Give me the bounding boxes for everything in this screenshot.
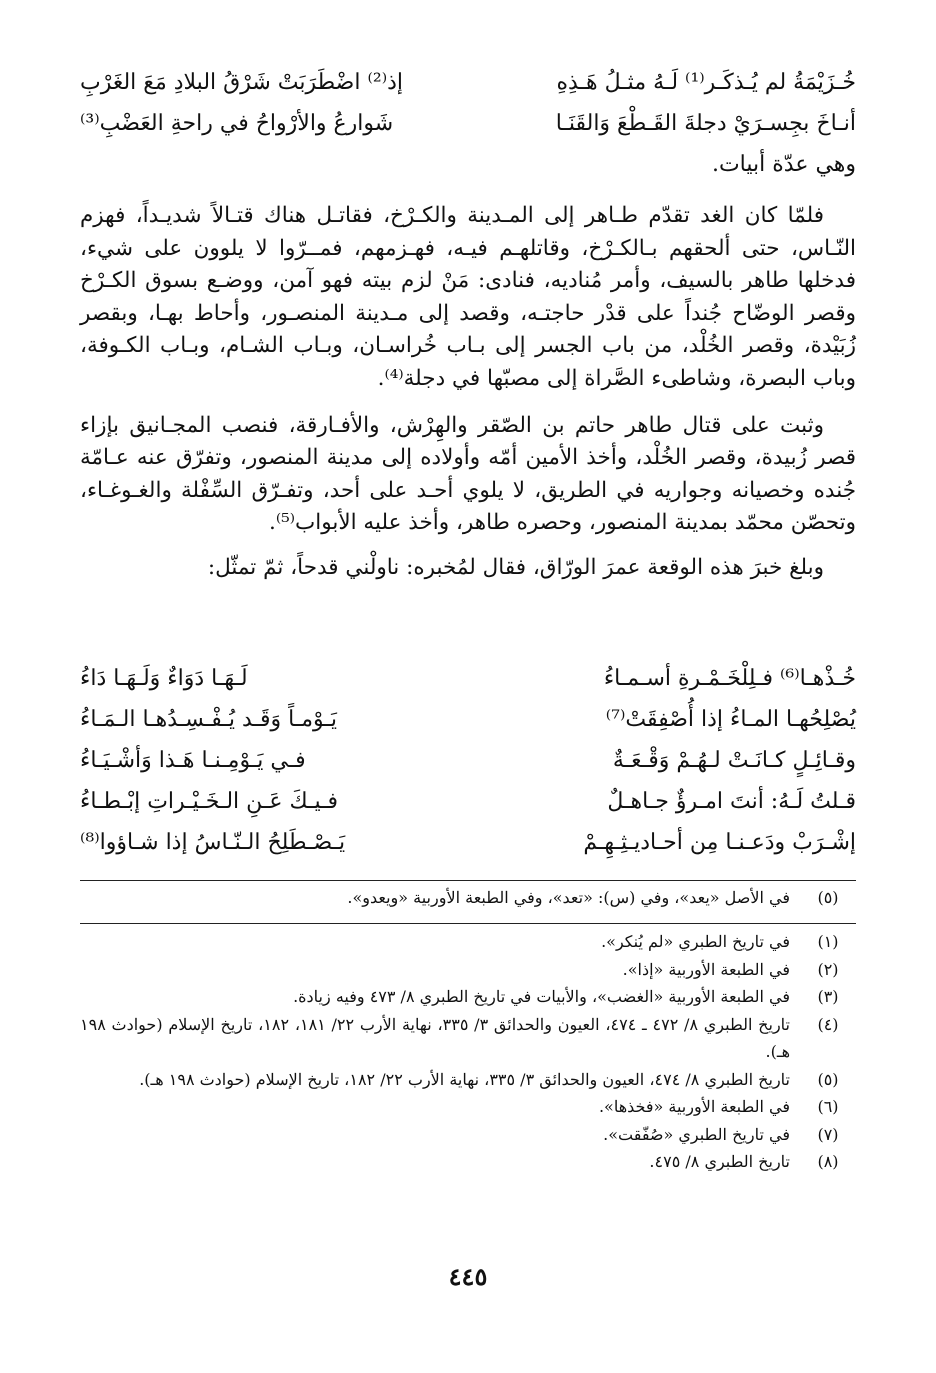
footnote-number: (٣) (817, 987, 839, 1006)
carried-footnote (80, 884, 856, 912)
footnote-text: في تاريخ الطبري «صُفّقت». (603, 1124, 790, 1144)
verse-line (80, 658, 856, 699)
footnote-number: (٦) (817, 1097, 839, 1116)
verse-hemistich-right: إشْـرَبْ ودَعـنـا مِن أحـاديـثِـهِـمْ (583, 830, 856, 855)
footnotes (80, 928, 856, 1176)
paragraph: وثبت على قتال طاهر حاتم بن الصّقر والهِرْش، والأفـارقة، فنصب المجـانيق بإزاء قصر زُبيدة، وقصر الخُلْد، وأخذ الأمين أمّه وأولاده إلى مدينة المنصور، وتفرّق عنه عـامّة جُنده وخصيانه وجواريه في الطريق، لا يلوي أحـد على أحد، وتفـرّق السِّفْلة والغـوغـاء، وتحصّن محمّد بمدينة المنصور، وحصره طاهر، وأخذ عليه الأبواب⁽⁵⁾. (80, 412, 856, 536)
footnote (80, 884, 856, 912)
verse-closing-note: وهي عدّة أبيات. (711, 152, 856, 177)
verse-hemistich-right: يُصْلِحُهـا المـاءُ إذا أُصْفِقَتْ⁽⁷⁾ (605, 707, 856, 732)
footnote (80, 956, 856, 984)
verse-line (80, 740, 856, 781)
verse-line (80, 62, 856, 103)
footnote-text: في الطبعة الأوربية «الغضب»، والأبيات في تاريخ الطبري ٨/ ٤٧٣ وفيه زيادة. (293, 987, 790, 1006)
footnote-number: (٥) (817, 888, 839, 907)
verse-hemistich-left: لَـهَـا دَوَاءٌ وَلَـهَـا دَاءُ (80, 666, 248, 691)
verse-hemistich-right: قـلتُ لَـهُ: أنتَ امـرؤٌ جـاهـلٌ (607, 789, 856, 814)
footnote-text: في الطبعة الأوربية «إذا». (622, 959, 790, 979)
verse-line (80, 699, 856, 740)
footnote (80, 1093, 856, 1121)
footnote (80, 1011, 856, 1066)
verse-hemistich-right: أنـاخَ بجِسـرَيْ دجلةَ القَـطْعَ وَالقَنَـا (555, 111, 856, 136)
footnote-number: (٢) (817, 959, 839, 979)
footnote-number: (٨) (817, 1152, 839, 1171)
footnote (80, 1066, 856, 1094)
paragraph: فلمّا كان الغد تقدّم طـاهر إلى المـدينة والكـرْخ، فقاتـل هناك قتـالاً شديـداً، فهزم النّـاس، حتى ألحقهم بـالكـرْخ، وقاتلهـم فيـه، فهـزمهم، فمــرّوا لا يلوون على شيء، فدخلها طاهر بالسيف، وأمر مُناديه، فنادى: مَنْ لزم بيته فهو آمن، ووضـع بسوق الكـرْخ وقصر الوضّاح جُنداً على قدْر حاجتـه، وقصد إلى مـدينة المنصـور، وأحاط بهـا، وبقصر زُبَيْدة، وقصر الخُلْد، من باب الجسر إلى بـاب خُراسـان، وبـاب الشـام، وبـاب الكـوفة، وباب البصرة، وشاطىء الصَّراة إلى مصبّها في دجلة⁽⁴⁾. (80, 203, 856, 391)
verse-line (80, 822, 856, 863)
footnote-text: تاريخ الطبري ٨/ ٤٧٢ ـ ٤٧٤، العيون والحدائق ٣/ ٣٣٥، نهاية الأرب ٢٢/ ١٨١، ١٨٢، تاريخ الإسلام (حوادث ١٩٨ هـ). (80, 1014, 791, 1061)
verse-hemistich-left: يَـوْمـاً وَقَـد يُـفْـسِـدُهـا الـمَـاءُ (80, 707, 337, 732)
footnote-number: (٧) (817, 1124, 839, 1144)
verse-hemistich-left: شَوارعُ والأرْواحُ في راحةِ العَضْبِ⁽³⁾ (80, 111, 394, 136)
verse-block-bottom (80, 658, 856, 863)
verse-hemistich-left: فـي يَـوْمِـنـا هَـذا وَأشْـيَـاءُ (80, 748, 306, 773)
footnote-number: (١) (817, 932, 839, 951)
verse-hemistich-right: خُـزَيْمَةُ لم يُـذكَـر⁽¹⁾ لَـهُ مثـلُ هَـذِهِ (556, 70, 856, 95)
footnote (80, 928, 856, 956)
verse-line (80, 103, 856, 144)
footnote (80, 1121, 856, 1149)
verse-block-top (80, 62, 856, 185)
footnote (80, 1148, 856, 1176)
footnote-text: في تاريخ الطبري «لم يُنكر». (601, 932, 790, 951)
verse-hemistich-right: وقـائِـلٍ كـانَـتْ لـهُـمْ وَقْـعَـةٌ (612, 748, 856, 773)
verse-line (80, 781, 856, 822)
footnote-text: في الأصل «يعد»، وفي (س): «تعد»، وفي الطبعة الأوربية «ويعدو». (347, 888, 790, 907)
footnote-number: (٥) (817, 1069, 839, 1089)
footnote-text: تاريخ الطبري ٨/ ٤٧٤، العيون والحدائق ٣/ ٣٣٥، نهاية الأرب ٢٢/ ١٨٢، تاريخ الإسلام (حوادث ١٩٨ هـ). (139, 1069, 790, 1089)
verse-line (80, 144, 856, 185)
verse-hemistich-left: يَـصْـطَلِحُ الـنّـاسُ إذا شـاؤوا⁽⁸⁾ (80, 830, 346, 855)
main-text (80, 200, 856, 585)
footnote (80, 983, 856, 1011)
footnote-text: تاريخ الطبري ٨/ ٤٧٥. (649, 1152, 790, 1171)
footnote-separator (80, 880, 856, 881)
verse-hemistich-left: فـيـكَ عَـنِ الـخَـيْـراتِ إبْـطـاءُ (80, 789, 339, 814)
footnote-separator (80, 923, 856, 924)
footnote-number: (٤) (817, 1014, 839, 1034)
verse-hemistich-right: خُـذْهـا⁽⁶⁾ فـلِلْخَـمْـرةِ أسـمـاءُ (603, 666, 856, 691)
footnote-text: في الطبعة الأوربية «فخذها». (598, 1097, 790, 1116)
paragraph: وبلغ خبرَ هذه الوقعة عمرَ الورّاق، فقال لمُخبره: ناولْني قدحاً، ثمّ تمثّل: (207, 554, 824, 580)
verse-hemistich-left: إذ⁽²⁾ اضْطَرَبَتْ شَرْقُ البلادِ مَعَ الغَرْبِ (80, 70, 404, 95)
page-number: ٤٤٥ (448, 1262, 488, 1291)
